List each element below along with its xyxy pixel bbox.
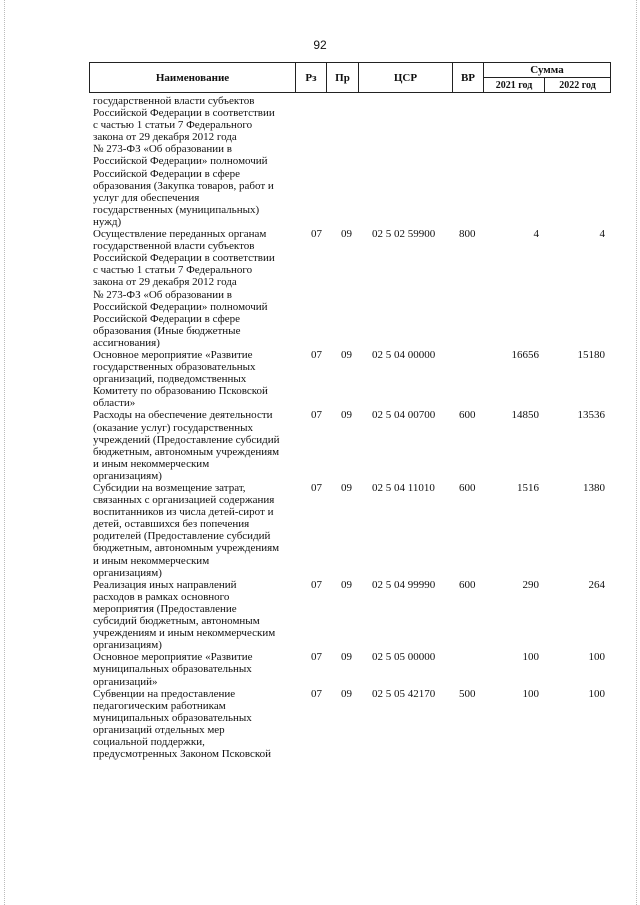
scan-edge-left bbox=[4, 0, 6, 905]
row-name: Субвенции на предоставление педагогическим работникам муниципальных образовательных организаций отдельных мер социальной поддержки, предусмотренных Законом Псковской bbox=[93, 687, 272, 761]
row-sum-2021: 100 bbox=[522, 687, 539, 700]
row-rz: 07 bbox=[311, 228, 322, 241]
row-sum-2021: 4 bbox=[533, 228, 539, 241]
row-sum-2021: 14850 bbox=[511, 409, 539, 422]
table-row bbox=[93, 688, 613, 761]
table-row bbox=[93, 579, 613, 652]
row-rz: 07 bbox=[311, 409, 322, 422]
row-name: Реализация иных направлений расходов в рамках основного мероприятия (Предоставление субсидий бюджетным, автономным учреждениям и иным некоммерческим организациям) bbox=[93, 578, 276, 652]
row-rz: 07 bbox=[311, 651, 322, 664]
row-name: Субсидии на возмещение затрат, связанных с организацией содержания воспитанников из числа детей-сирот и детей, оставшихся без попечения родителей (Предоставление субсидий бюджетным, автономным учреждениям и иным некоммерческим организациям) bbox=[93, 482, 280, 579]
header-sum-group bbox=[484, 63, 610, 92]
header-sum: Сумма bbox=[484, 63, 610, 78]
row-name: Основное мероприятие «Развитие муниципальных образовательных организаций» bbox=[93, 651, 253, 688]
row-csr: 02 5 04 00000 bbox=[372, 348, 436, 361]
table-row bbox=[93, 651, 613, 687]
row-csr: 02 5 04 99990 bbox=[372, 578, 436, 591]
header-csr: ЦСР bbox=[359, 63, 453, 92]
header-pr: Пр bbox=[327, 63, 359, 92]
header-year-2021: 2021 год bbox=[484, 78, 545, 93]
row-sum-2022: 100 bbox=[588, 651, 605, 664]
row-vr: 500 bbox=[459, 687, 476, 700]
row-rz: 07 bbox=[311, 578, 322, 591]
row-sum-2021: 100 bbox=[522, 651, 539, 664]
row-pr: 09 bbox=[341, 651, 352, 664]
row-sum-2022: 15180 bbox=[577, 348, 605, 361]
table-row bbox=[93, 228, 613, 349]
row-name: Расходы на обеспечение деятельности (оказание услуг) государственных учреждений (Предоставление субсидий бюджетным, автономным учреждениям и иным некоммерческим организациям) bbox=[93, 409, 280, 482]
row-rz: 07 bbox=[311, 348, 322, 361]
row-vr: 600 bbox=[459, 409, 476, 422]
table-row bbox=[93, 409, 613, 482]
row-sum-2021: 290 bbox=[522, 578, 539, 591]
row-name: государственной власти субъектов Российской Федерации в соответствии с частью 1 статьи 7 Федерального закона от 29 декабря 2012 года № 273-ФЗ «Об образовании в Российской Федерации» полномочий Российской Федерации в сфере образования (Закупка товаров, работ и услуг для обеспечения государственных (муниципальных) нужд) bbox=[93, 95, 275, 228]
row-sum-2021: 1516 bbox=[517, 482, 539, 494]
header-name: Наименование bbox=[90, 63, 296, 92]
row-csr: 02 5 05 00000 bbox=[372, 651, 436, 664]
row-sum-2022: 264 bbox=[588, 578, 605, 591]
header-rz: Рз bbox=[296, 63, 327, 92]
row-sum-2022: 1380 bbox=[583, 482, 605, 494]
header-years bbox=[484, 78, 610, 93]
row-pr: 09 bbox=[341, 687, 352, 700]
table-row bbox=[93, 95, 613, 228]
table-header bbox=[89, 62, 611, 93]
row-vr: 800 bbox=[459, 228, 476, 241]
row-sum-2022: 100 bbox=[588, 687, 605, 700]
scan-edge-right bbox=[636, 0, 638, 905]
row-pr: 09 bbox=[341, 409, 352, 422]
row-pr: 09 bbox=[341, 228, 352, 241]
page-number: 92 bbox=[313, 38, 327, 52]
row-csr: 02 5 02 59900 bbox=[372, 228, 436, 241]
row-rz: 07 bbox=[311, 687, 322, 700]
row-pr: 09 bbox=[341, 578, 352, 591]
row-pr: 09 bbox=[341, 482, 352, 494]
row-pr: 09 bbox=[341, 348, 352, 361]
row-csr: 02 5 05 42170 bbox=[372, 687, 436, 700]
row-csr: 02 5 04 11010 bbox=[372, 482, 435, 494]
row-vr: 600 bbox=[459, 578, 476, 591]
table-row bbox=[93, 482, 613, 579]
table-row bbox=[93, 349, 613, 409]
row-csr: 02 5 04 00700 bbox=[372, 409, 436, 422]
row-name: Осуществление переданных органам государственной власти субъектов Российской Федерации в соответствии с частью 1 статьи 7 Федерального закона от 29 декабря 2012 года № 273-ФЗ «Об образовании в Российской Федерации» полномочий Российской Федерации в сфере образования (Иные бюджетные ассигнования) bbox=[93, 228, 275, 349]
row-sum-2022: 4 bbox=[599, 228, 605, 241]
table-body bbox=[93, 95, 613, 760]
row-name: Основное мероприятие «Развитие государственных образовательных организаций, подведомственных Комитету по образованию Псковской области» bbox=[93, 348, 268, 410]
row-sum-2022: 13536 bbox=[577, 409, 605, 422]
row-vr: 600 bbox=[459, 482, 476, 494]
row-rz: 07 bbox=[311, 482, 322, 494]
header-vr: ВР bbox=[453, 63, 484, 92]
header-year-2022: 2022 год bbox=[559, 80, 596, 91]
row-sum-2021: 16656 bbox=[511, 348, 539, 361]
